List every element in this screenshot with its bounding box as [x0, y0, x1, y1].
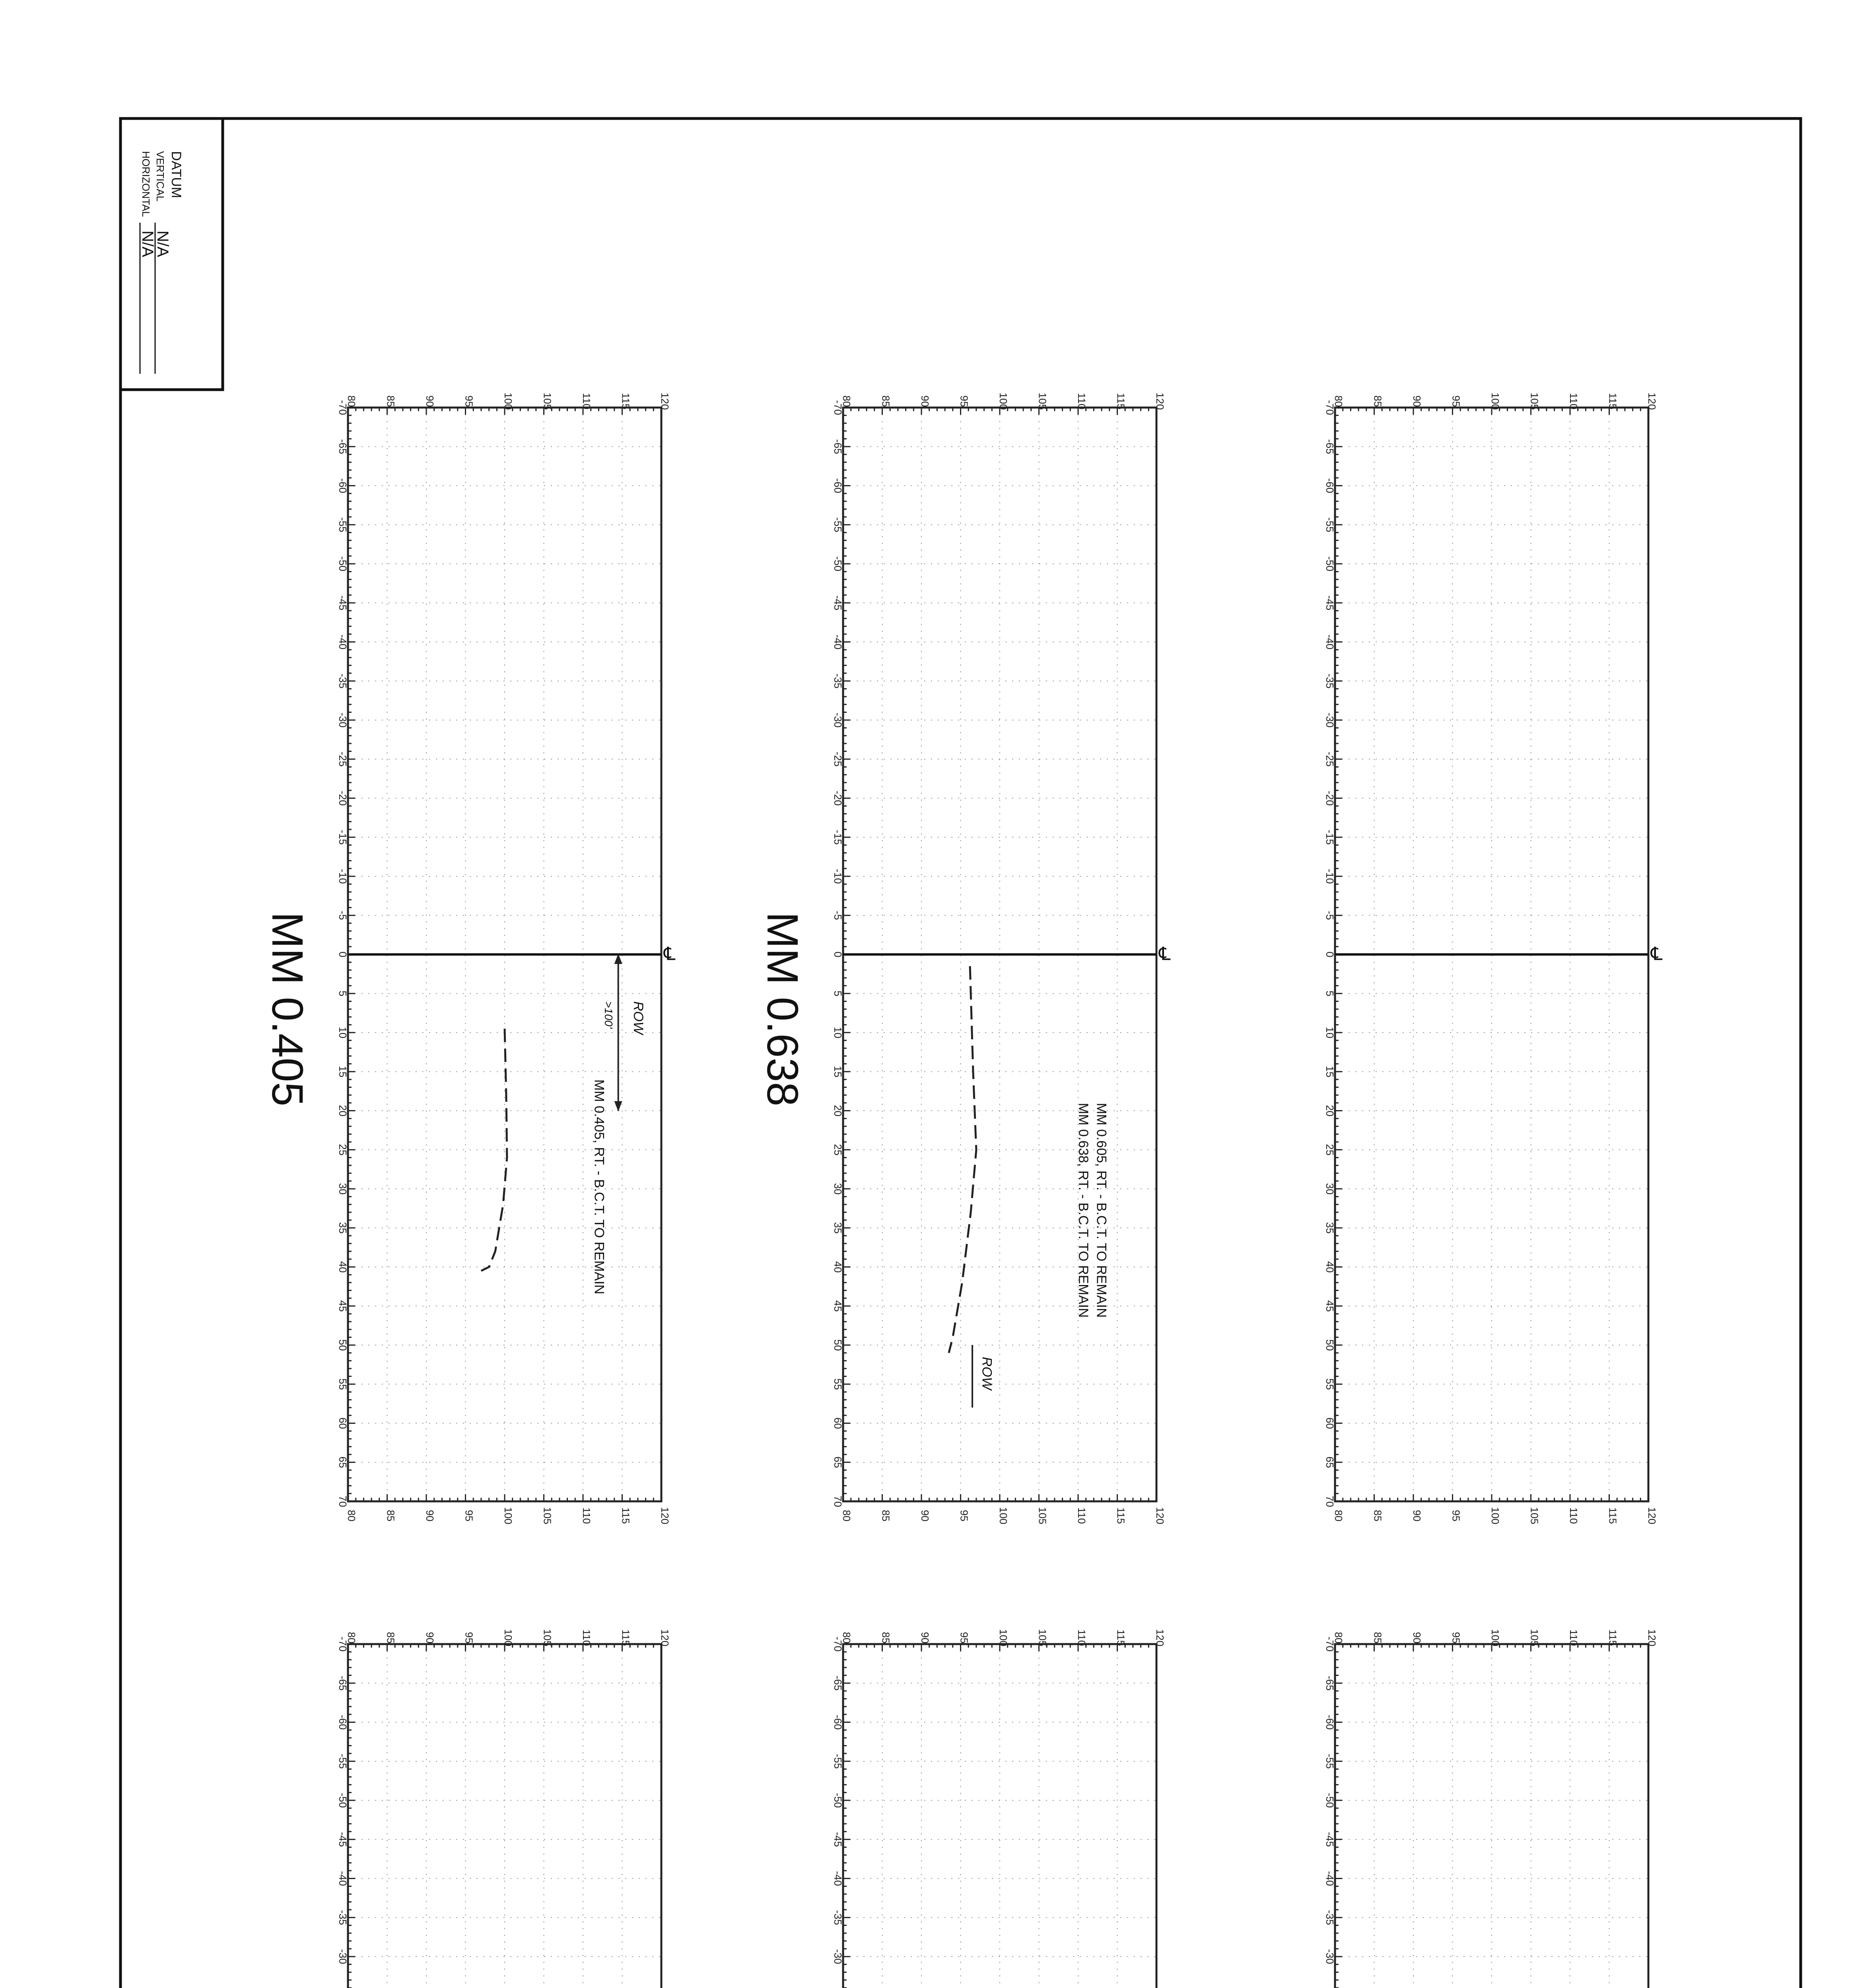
centerline-symbol: ℄: [1651, 943, 1663, 965]
offset-tick-label: 20: [1324, 1105, 1336, 1116]
elevation-tick-label: 90: [1411, 1632, 1423, 1644]
offset-tick-label: 30: [832, 1183, 844, 1195]
elevation-tick-label: 105: [1528, 1629, 1541, 1646]
elevation-tick-label: 85: [1372, 395, 1384, 407]
offset-tick-label: -45: [832, 1832, 844, 1847]
offset-tick-label: -70: [337, 1637, 349, 1652]
offset-tick-label: -45: [337, 1832, 349, 1847]
offset-tick-label: 15: [1324, 1066, 1336, 1077]
offset-tick-label: 0: [832, 951, 844, 957]
offset-tick-label: 40: [832, 1261, 844, 1273]
offset-tick-label: 55: [832, 1378, 844, 1390]
offset-tick-label: 40: [337, 1261, 349, 1273]
elevation-tick-label: 90: [919, 1632, 931, 1644]
offset-tick-label: 35: [1324, 1222, 1336, 1234]
elevation-tick-label: 120: [659, 1507, 671, 1524]
elevation-tick-label: 105: [541, 392, 554, 410]
elevation-tick-label: 95: [1450, 1632, 1462, 1644]
offset-tick-label: -10: [337, 869, 349, 884]
elevation-tick-label: 105: [541, 1507, 554, 1524]
offset-tick-label: -55: [1324, 1753, 1336, 1769]
offset-tick-label: -70: [1324, 1637, 1336, 1652]
offset-tick-label: -35: [832, 1910, 844, 1925]
elevation-tick-label: 105: [1036, 1507, 1049, 1524]
station-title: MM 0.405: [263, 912, 312, 1107]
offset-tick-label: -50: [832, 556, 844, 571]
offset-tick-label: -60: [337, 1714, 349, 1730]
elevation-tick-label: 120: [1154, 1507, 1166, 1524]
offset-tick-label: -50: [1324, 556, 1336, 571]
offset-tick-label: -50: [337, 1793, 349, 1808]
offset-tick-label: 65: [832, 1456, 844, 1468]
elevation-tick-label: 110: [1568, 1507, 1580, 1524]
offset-tick-label: -70: [832, 1637, 844, 1652]
offset-tick-label: 30: [1324, 1183, 1336, 1195]
offset-tick-label: -45: [1324, 1832, 1336, 1847]
offset-tick-label: 10: [1324, 1027, 1336, 1039]
elevation-tick-label: 95: [463, 1632, 475, 1644]
datum-horizontal-label: HORIZONTAL: [140, 151, 152, 217]
elevation-tick-label: 105: [1528, 1507, 1541, 1524]
offset-tick-label: 25: [832, 1144, 844, 1156]
offset-tick-label: -65: [832, 439, 844, 454]
offset-tick-label: 45: [337, 1300, 349, 1312]
offset-tick-label: -65: [337, 1675, 349, 1691]
offset-tick-label: -50: [1324, 1793, 1336, 1808]
elevation-tick-label: 90: [424, 1510, 436, 1522]
elevation-tick-label: 110: [581, 1629, 593, 1646]
offset-tick-label: 50: [1324, 1339, 1336, 1351]
offset-tick-label: -55: [832, 1753, 844, 1769]
elevation-tick-label: 95: [463, 395, 475, 407]
offset-tick-label: 10: [832, 1027, 844, 1039]
elevation-tick-label: 80: [346, 395, 358, 407]
elevation-tick-label: 100: [997, 1629, 1009, 1646]
elevation-tick-label: 115: [1115, 1507, 1127, 1524]
offset-tick-label: 35: [832, 1222, 844, 1234]
offset-tick-label: -35: [337, 673, 349, 689]
offset-tick-label: -65: [1324, 1675, 1336, 1691]
elevation-tick-label: 100: [997, 392, 1009, 410]
offset-tick-label: 25: [337, 1144, 349, 1156]
elevation-tick-label: 120: [1646, 1507, 1658, 1524]
offset-tick-label: 65: [1324, 1456, 1336, 1468]
offset-tick-label: -35: [337, 1910, 349, 1925]
elevation-tick-label: 90: [424, 395, 436, 407]
elevation-tick-label: 115: [1115, 393, 1127, 410]
row-label: ROW: [631, 1001, 646, 1035]
offset-tick-label: -45: [832, 595, 844, 611]
elevation-tick-label: 90: [424, 1632, 436, 1644]
offset-tick-label: -25: [337, 751, 349, 767]
offset-tick-label: -30: [1324, 1949, 1336, 1964]
row-dimension: >100': [602, 1001, 615, 1029]
offset-tick-label: -40: [337, 634, 349, 650]
offset-tick-label: -30: [337, 712, 349, 728]
elevation-tick-label: 80: [346, 1510, 358, 1522]
elevation-tick-label: 120: [1154, 392, 1166, 410]
elevation-tick-label: 80: [841, 395, 853, 407]
elevation-tick-label: 120: [659, 1629, 671, 1646]
elevation-tick-label: 85: [1372, 1632, 1384, 1644]
elevation-tick-label: 95: [958, 1632, 970, 1644]
offset-tick-label: 55: [1324, 1378, 1336, 1390]
offset-tick-label: -30: [1324, 712, 1336, 728]
offset-tick-label: 20: [832, 1105, 844, 1116]
elevation-tick-label: 90: [919, 1510, 931, 1522]
offset-tick-label: -70: [832, 400, 844, 415]
elevation-tick-label: 80: [841, 1632, 853, 1644]
centerline-symbol: ℄: [1159, 943, 1171, 965]
offset-tick-label: -10: [832, 869, 844, 884]
offset-tick-label: -35: [1324, 1910, 1336, 1925]
offset-tick-label: -55: [832, 517, 844, 532]
elevation-tick-label: 85: [880, 1510, 892, 1522]
elevation-tick-label: 115: [1607, 1629, 1619, 1646]
elevation-tick-label: 80: [346, 1632, 358, 1644]
offset-tick-label: 35: [337, 1222, 349, 1234]
offset-tick-label: -30: [832, 1949, 844, 1964]
elevation-tick-label: 80: [1333, 395, 1345, 407]
elevation-tick-label: 90: [1411, 1510, 1423, 1522]
elevation-tick-label: 90: [1411, 395, 1423, 407]
elevation-tick-label: 110: [581, 1507, 593, 1524]
offset-tick-label: 15: [337, 1066, 349, 1077]
elevation-tick-label: 100: [502, 392, 514, 410]
panel-note: MM 0.605, RT. - B.C.T. TO REMAIN: [1094, 1103, 1109, 1318]
elevation-tick-label: 105: [541, 1629, 554, 1646]
elevation-tick-label: 115: [1607, 1507, 1619, 1524]
elevation-tick-label: 115: [620, 1507, 632, 1524]
offset-tick-label: -70: [1324, 400, 1336, 415]
offset-tick-label: -40: [337, 1871, 349, 1886]
elevation-tick-label: 115: [620, 393, 632, 410]
elevation-tick-label: 110: [1076, 393, 1088, 410]
offset-tick-label: 70: [1324, 1495, 1336, 1507]
offset-tick-label: -45: [1324, 595, 1336, 611]
offset-tick-label: 10: [337, 1027, 349, 1039]
offset-tick-label: -45: [337, 595, 349, 611]
datum-title: DATUM: [169, 151, 184, 198]
elevation-tick-label: 80: [1333, 1510, 1345, 1522]
offset-tick-label: -15: [832, 829, 844, 845]
offset-tick-label: -30: [832, 712, 844, 728]
elevation-tick-label: 120: [659, 392, 671, 410]
station-title: MM 0.638: [758, 912, 807, 1107]
offset-tick-label: -55: [1324, 517, 1336, 532]
elevation-tick-label: 80: [1333, 1632, 1345, 1644]
elevation-tick-label: 105: [1036, 1629, 1049, 1646]
offset-tick-label: 45: [1324, 1300, 1336, 1312]
offset-tick-label: -60: [832, 1714, 844, 1730]
elevation-tick-label: 120: [1646, 1629, 1658, 1646]
offset-tick-label: 40: [1324, 1261, 1336, 1273]
offset-tick-label: -60: [1324, 478, 1336, 493]
elevation-tick-label: 95: [1450, 395, 1462, 407]
offset-tick-label: -40: [1324, 634, 1336, 650]
offset-tick-label: -20: [832, 790, 844, 806]
offset-tick-label: 0: [337, 951, 349, 957]
elevation-tick-label: 95: [1450, 1510, 1462, 1522]
elevation-tick-label: 85: [385, 1632, 397, 1644]
offset-tick-label: 20: [337, 1105, 349, 1116]
elevation-tick-label: 100: [502, 1629, 514, 1646]
offset-tick-label: -70: [337, 400, 349, 415]
offset-tick-label: -65: [832, 1675, 844, 1691]
offset-tick-label: 0: [1324, 951, 1336, 957]
panel-note: MM 0.405, RT. - B.C.T. TO REMAIN: [591, 1079, 607, 1295]
elevation-tick-label: 100: [1489, 392, 1501, 410]
elevation-tick-label: 120: [1646, 392, 1658, 410]
elevation-tick-label: 95: [463, 1510, 475, 1522]
offset-tick-label: 60: [337, 1417, 349, 1429]
elevation-tick-label: 115: [620, 1629, 632, 1646]
offset-tick-label: -40: [832, 1871, 844, 1886]
elevation-tick-label: 100: [502, 1507, 514, 1524]
offset-tick-label: -10: [1324, 869, 1336, 884]
elevation-tick-label: 100: [997, 1507, 1009, 1524]
offset-tick-label: 50: [832, 1339, 844, 1351]
elevation-tick-label: 115: [1115, 1629, 1127, 1646]
offset-tick-label: 45: [832, 1300, 844, 1312]
offset-tick-label: -5: [832, 911, 844, 920]
centerline-symbol: ℄: [664, 943, 676, 965]
offset-tick-label: -5: [337, 911, 349, 920]
elevation-tick-label: 85: [385, 1510, 397, 1522]
offset-tick-label: -60: [337, 478, 349, 493]
elevation-tick-label: 85: [880, 395, 892, 407]
offset-tick-label: 70: [337, 1495, 349, 1507]
elevation-tick-label: 110: [581, 393, 593, 410]
offset-tick-label: -50: [337, 556, 349, 571]
elevation-tick-label: 95: [958, 1510, 970, 1522]
elevation-tick-label: 100: [1489, 1629, 1501, 1646]
offset-tick-label: -35: [1324, 673, 1336, 689]
offset-tick-label: 25: [1324, 1144, 1336, 1156]
elevation-tick-label: 110: [1568, 1629, 1580, 1646]
datum-horizontal-value: N/A: [139, 231, 156, 257]
elevation-tick-label: 105: [1528, 392, 1541, 410]
offset-tick-label: -15: [1324, 829, 1336, 845]
offset-tick-label: 70: [832, 1495, 844, 1507]
offset-tick-label: 60: [832, 1417, 844, 1429]
offset-tick-label: -60: [1324, 1714, 1336, 1730]
offset-tick-label: -40: [1324, 1871, 1336, 1886]
row-label: ROW: [979, 1357, 995, 1390]
offset-tick-label: 5: [1324, 990, 1336, 996]
offset-tick-label: -55: [337, 517, 349, 532]
offset-tick-label: 15: [832, 1066, 844, 1077]
elevation-tick-label: 85: [385, 395, 397, 407]
offset-tick-label: -20: [337, 790, 349, 806]
offset-tick-label: 5: [337, 990, 349, 996]
elevation-tick-label: 110: [1076, 1629, 1088, 1646]
offset-tick-label: -40: [832, 634, 844, 650]
offset-tick-label: 50: [337, 1339, 349, 1351]
offset-tick-label: -60: [832, 478, 844, 493]
offset-tick-label: -65: [1324, 439, 1336, 454]
offset-tick-label: 55: [337, 1378, 349, 1390]
datum-vertical-label: VERTICAL: [154, 151, 166, 202]
elevation-tick-label: 100: [1489, 1507, 1501, 1524]
elevation-tick-label: 120: [1154, 1629, 1166, 1646]
offset-tick-label: 65: [337, 1456, 349, 1468]
offset-tick-label: 30: [337, 1183, 349, 1195]
elevation-tick-label: 80: [841, 1510, 853, 1522]
panel-note: MM 0.638, RT. - B.C.T. TO REMAIN: [1075, 1103, 1091, 1318]
offset-tick-label: -65: [337, 439, 349, 454]
offset-tick-label: -5: [1324, 911, 1336, 920]
offset-tick-label: 60: [1324, 1417, 1336, 1429]
offset-tick-label: -35: [832, 673, 844, 689]
elevation-tick-label: 115: [1607, 393, 1619, 410]
elevation-tick-label: 85: [880, 1632, 892, 1644]
offset-tick-label: -25: [1324, 751, 1336, 767]
offset-tick-label: -15: [337, 829, 349, 845]
elevation-tick-label: 105: [1036, 392, 1049, 410]
offset-tick-label: 5: [832, 990, 844, 996]
offset-tick-label: -20: [1324, 790, 1336, 806]
offset-tick-label: -55: [337, 1753, 349, 1769]
elevation-tick-label: 85: [1372, 1510, 1384, 1522]
offset-tick-label: -30: [337, 1949, 349, 1964]
datum-vertical-value: N/A: [154, 231, 171, 257]
offset-tick-label: -50: [832, 1793, 844, 1808]
elevation-tick-label: 90: [919, 395, 931, 407]
elevation-tick-label: 95: [958, 395, 970, 407]
offset-tick-label: -25: [832, 751, 844, 767]
elevation-tick-label: 110: [1076, 1507, 1088, 1524]
elevation-tick-label: 110: [1568, 393, 1580, 410]
